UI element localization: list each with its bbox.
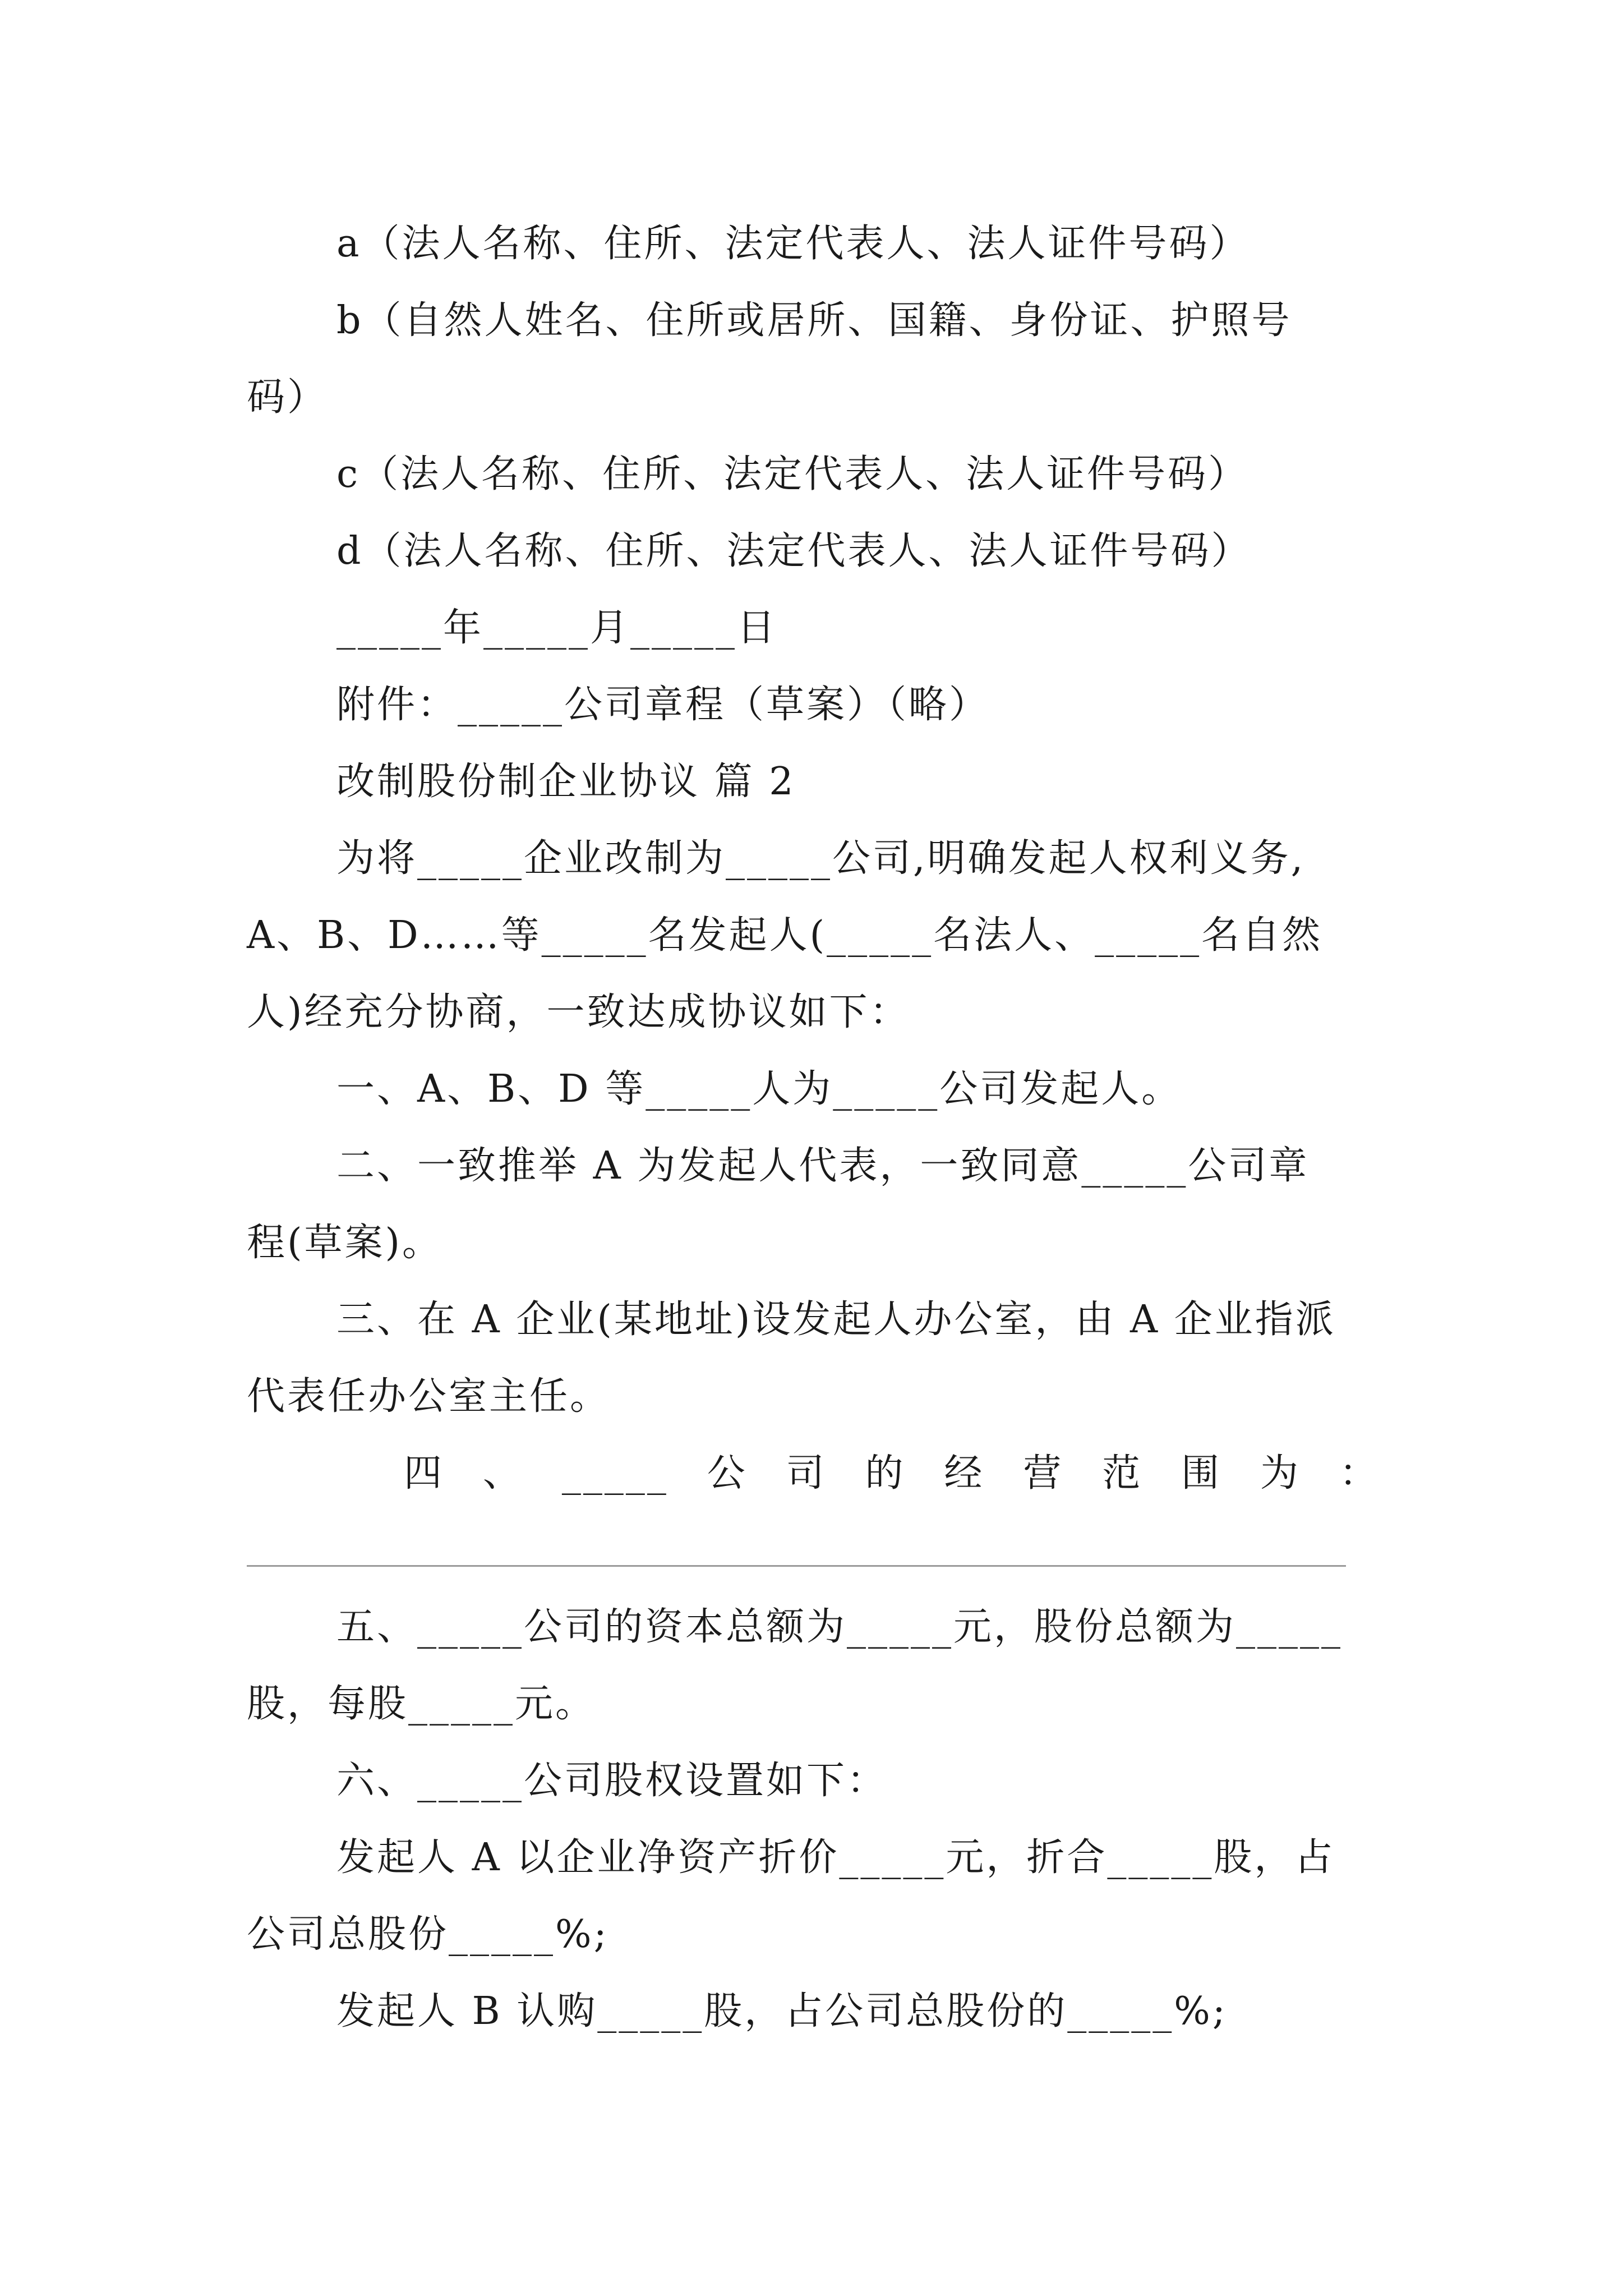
paragraph-intro-2: A、B、D……等_____名发起人(_____名法人、_____名自然	[247, 913, 1323, 958]
clause-4-char: 司	[786, 1451, 827, 1496]
founder-a-line: 发起人 A 以企业净资产折价_____元，折合_____股，占	[336, 1835, 1335, 1880]
clause-4-char: 四	[404, 1451, 445, 1496]
clause-4-char: 营	[1023, 1451, 1064, 1496]
clause-3-cont: 代表任办公室主任。	[247, 1374, 611, 1419]
clause-4-char: 为	[1260, 1451, 1301, 1496]
clause-5-cont: 股，每股_____元。	[247, 1682, 596, 1726]
clause-4-spread	[404, 1448, 1380, 1499]
clause-2: 二、一致推举 A 为发起人代表，一致同意_____公司章	[336, 1144, 1310, 1188]
text-line-b-cont: 码）	[247, 375, 328, 420]
text-line-b: b（自然人姓名、住所或居所、国籍、身份证、护照号	[336, 298, 1292, 343]
paragraph-intro-1: 为将_____企业改制为_____公司,明确发起人权利义务,	[336, 836, 1306, 881]
clause-4-char: 、	[482, 1451, 523, 1496]
fill-in-rule	[247, 1565, 1346, 1567]
clause-6: 六、_____公司股权设置如下：	[336, 1759, 888, 1803]
founder-a-cont: 公司总股份_____%;	[247, 1912, 609, 1957]
clause-4-blank: _____	[561, 1451, 668, 1496]
text-line-c: c（法人名称、住所、法定代表人、法人证件号码）	[336, 452, 1249, 496]
section-heading: 改制股份制企业协议 篇 2	[336, 760, 796, 804]
text-line-d: d（法人名称、住所、法定代表人、法人证件号码）	[336, 529, 1252, 573]
clause-2-cont: 程(草案)。	[247, 1221, 443, 1265]
paragraph-intro-3: 人)经充分协商，一致达成协议如下：	[247, 990, 910, 1034]
date-line: _____年_____月_____日	[336, 606, 778, 650]
clause-4-char: ：	[1339, 1451, 1380, 1496]
clause-5: 五、_____公司的资本总额为_____元，股份总额为_____	[336, 1605, 1343, 1649]
clause-4-char: 经	[944, 1451, 985, 1496]
clause-1: 一、A、B、D 等_____人为_____公司发起人。	[336, 1067, 1182, 1111]
attachment-line: 附件：_____公司章程（草案）（略）	[336, 683, 990, 727]
clause-4-char: 的	[865, 1451, 906, 1496]
founder-b-line: 发起人 B 认购_____股，占公司总股份的_____%;	[336, 1989, 1228, 2033]
clause-3: 三、在 A 企业(某地址)设发起人办公室，由 A 企业指派	[336, 1297, 1336, 1342]
clause-4-char: 围	[1181, 1451, 1222, 1496]
clause-4-char: 公	[707, 1451, 748, 1496]
clause-4-char: 范	[1102, 1451, 1143, 1496]
text-line-a: a（法人名称、住所、法定代表人、法人证件号码）	[336, 222, 1250, 266]
